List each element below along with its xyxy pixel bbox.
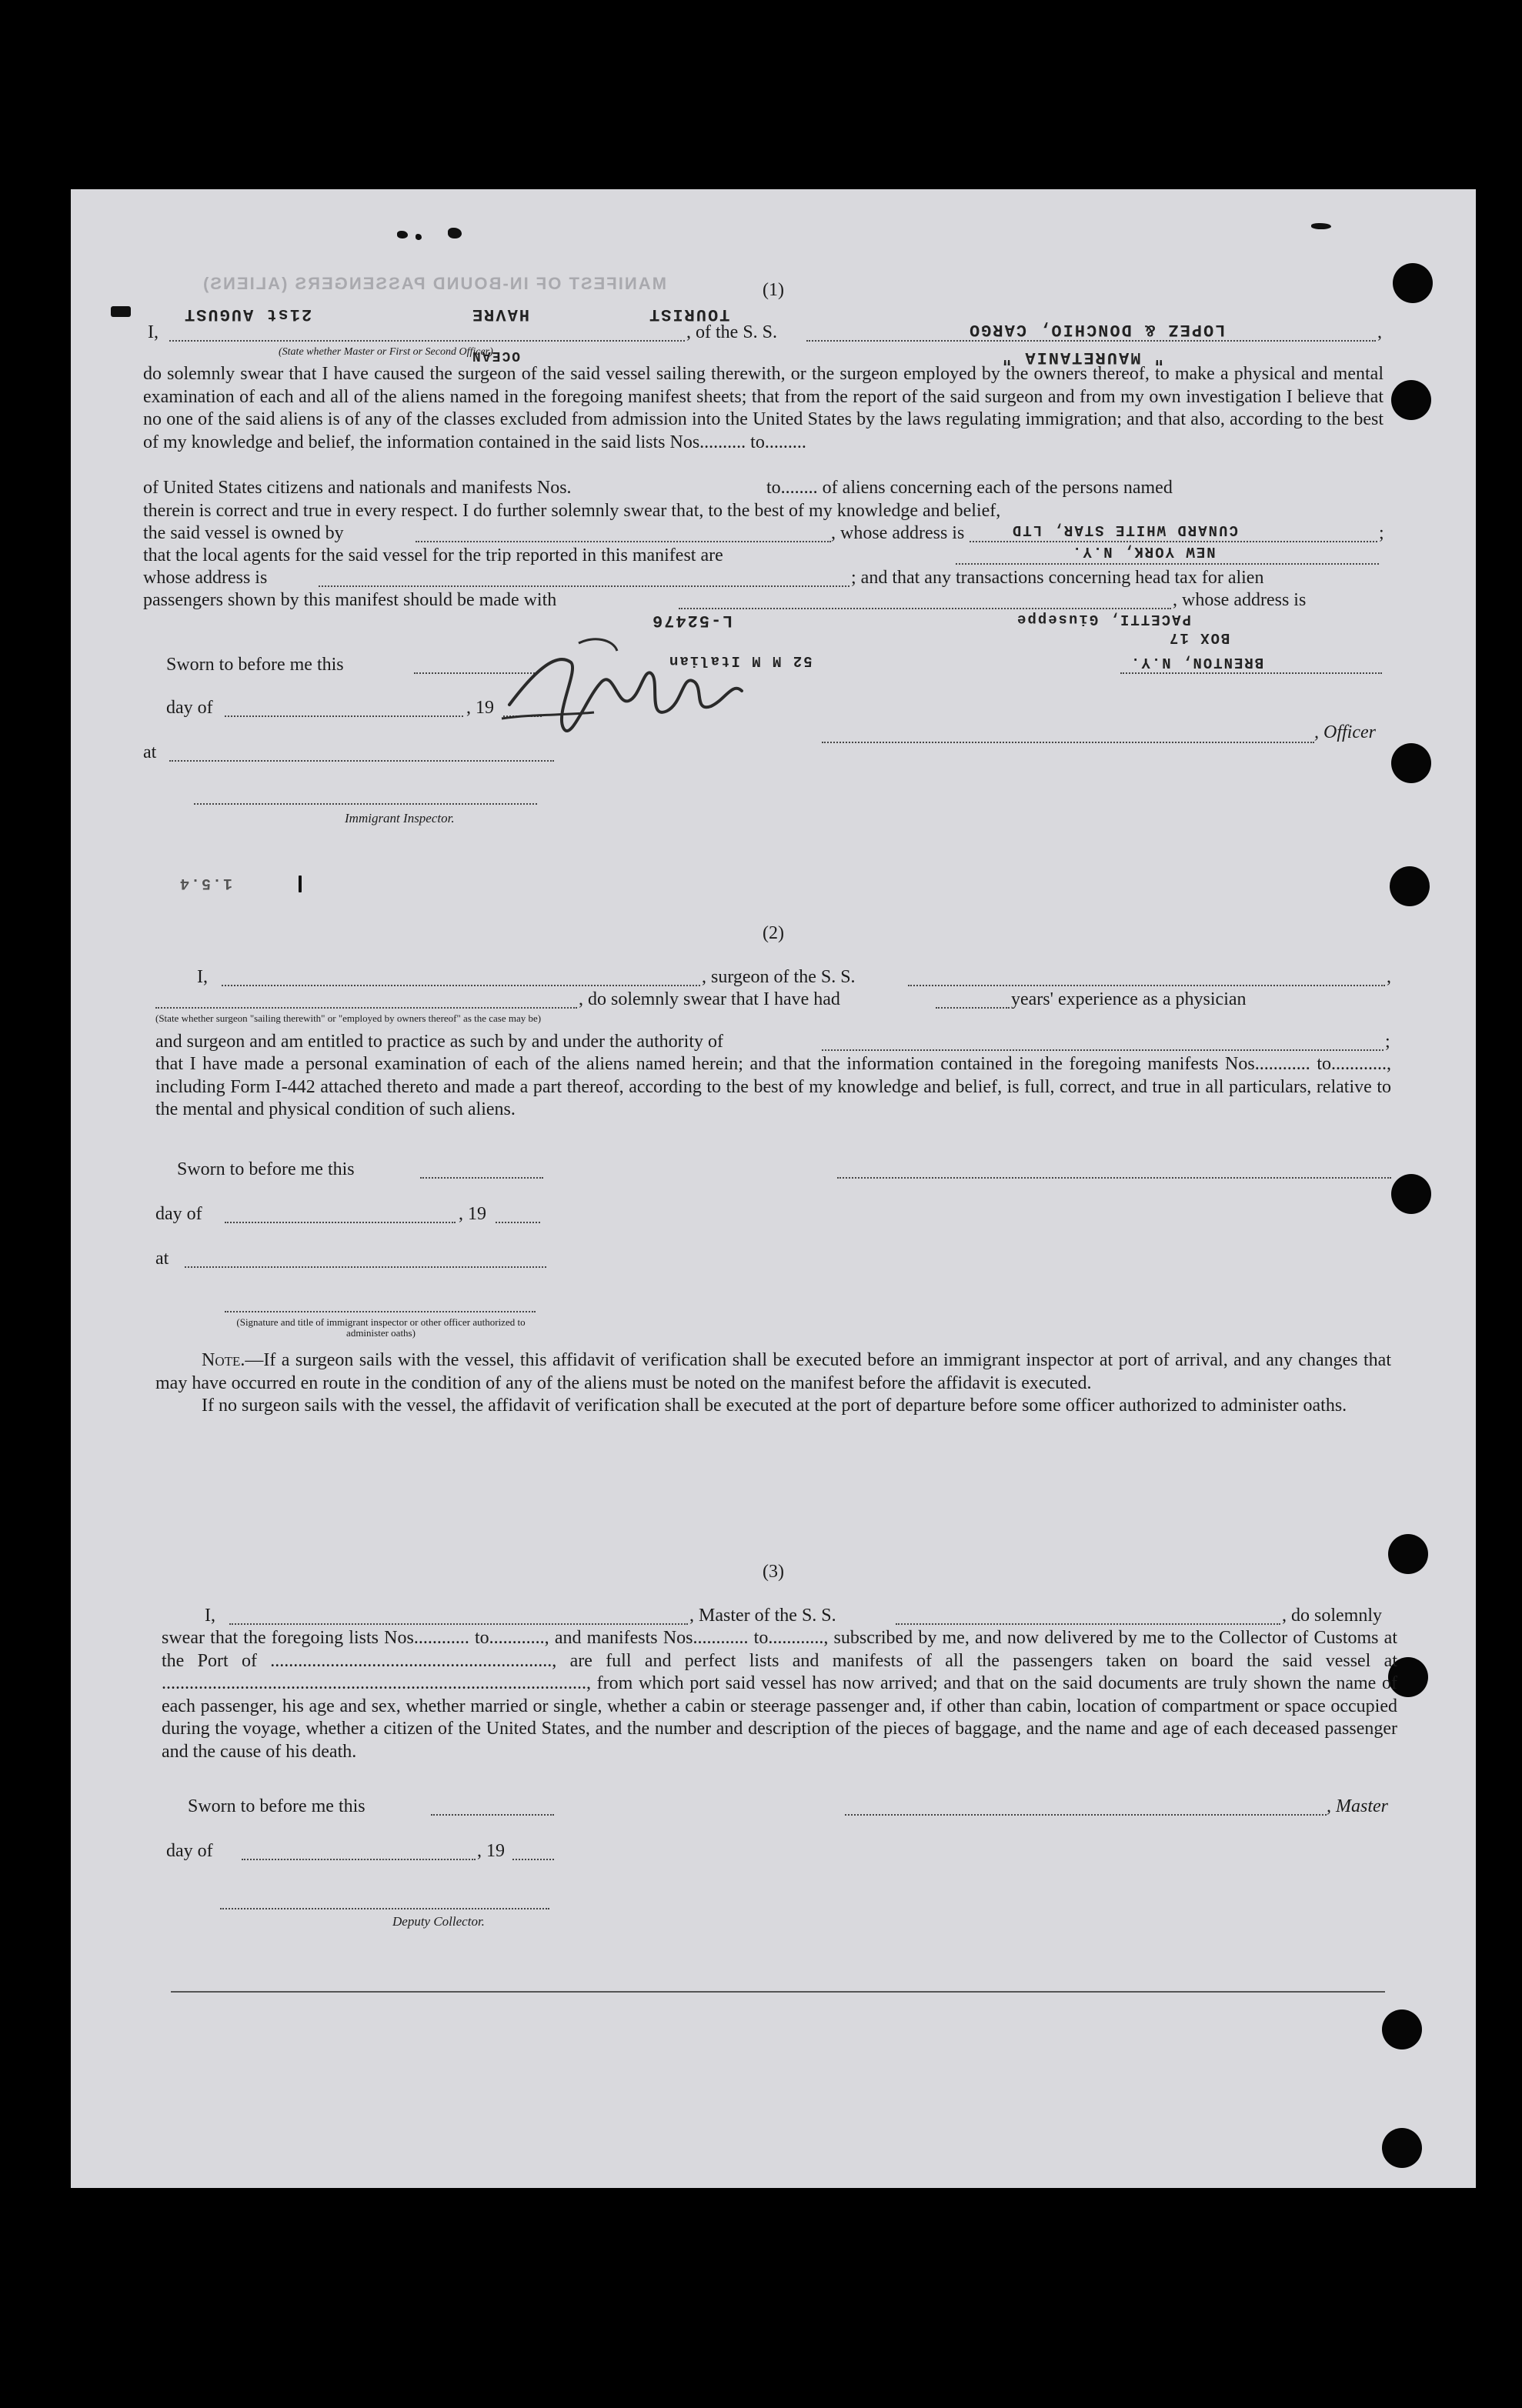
note-block — [155, 1349, 1391, 1418]
year-line-2 — [496, 1222, 540, 1223]
semicolon: ; — [1379, 523, 1384, 543]
section-1-i: I, — [148, 322, 159, 342]
comma: , — [1387, 967, 1391, 987]
section-2-i: I, — [197, 967, 208, 987]
citizens-line-b: to........ of aliens concerning each of the persons named — [766, 478, 1173, 498]
punch-hole — [1391, 743, 1431, 783]
passengers-line — [679, 608, 1171, 609]
port-stamp: HAVRE — [471, 305, 530, 324]
sworn-label-2: Sworn to before me this — [177, 1159, 355, 1179]
master-label: , Master — [1327, 1796, 1388, 1816]
passenger-name-stamp: PACETTI, Giuseppe — [1016, 611, 1191, 628]
master-name-line — [169, 340, 685, 342]
section-2-number: (2) — [763, 923, 784, 943]
owner-line — [416, 541, 831, 542]
owner-stamp: CUNARD WHITE STAR, LTD — [1011, 522, 1238, 539]
bottom-rule — [171, 1991, 1385, 1993]
day-of-label-1: day of — [166, 698, 213, 718]
signature-caption — [223, 1317, 539, 1339]
at-label-2: at — [155, 1249, 169, 1269]
officer-line — [822, 742, 1314, 743]
agent-stamp: NEW YORK, N.Y. — [1071, 543, 1216, 560]
citizens-line-a: of United States citizens and nationals and manifests Nos. — [143, 478, 572, 498]
ship-line-3 — [896, 1623, 1280, 1625]
surgeon-of-ss-label: , surgeon of the S. S. — [702, 967, 856, 987]
do-solemnly-label: , do solemnly — [1282, 1606, 1382, 1626]
details-stamp: 52 M M Italian — [668, 652, 813, 669]
manifest-page — [71, 189, 1476, 2188]
practice-label: and surgeon and am entitled to practice as such by and under the authority of — [155, 1032, 723, 1052]
authority-line — [822, 1049, 1383, 1051]
ink-mark — [111, 306, 131, 317]
surgeon-ship-line — [908, 985, 1385, 986]
years-line — [936, 1007, 1010, 1009]
agent-address-line — [319, 585, 849, 587]
ink-mark — [416, 234, 422, 240]
master-signature-line — [845, 1814, 1327, 1816]
ship-stamp: LOPEZ & DONCHIO, CARGO — [968, 320, 1226, 339]
master-name-line-3 — [229, 1623, 688, 1625]
note-label: Note. — [202, 1350, 245, 1370]
section-2-body-text: that I have made a personal examination of each of the aliens named herein; and that the information contained in the foregoing manifests Nos............ to............, including Form I-442 attached thereto and made a part thereof, according to the best of my knowledge and belief, is full, correct, and true in all particulars, relative to the mental and physical condition of such aliens. — [155, 1054, 1391, 1119]
correct-line: therein is correct and true in every respect. I do further solemnly swear that, to the best of my knowledge and belief, — [143, 501, 1001, 521]
owned-label: the said vessel is owned by — [143, 523, 344, 543]
punch-hole — [1382, 2128, 1422, 2168]
mid-marks-stamp: 1.5.4 — [179, 874, 233, 892]
signature-line-2 — [837, 1177, 1391, 1179]
number-code-stamp: L-52476 — [651, 611, 733, 630]
day-line-1 — [225, 715, 463, 717]
punch-hole — [1382, 2009, 1422, 2049]
transactions-label: ; and that any transactions concerning head tax for alien — [851, 568, 1264, 588]
punch-hole — [1391, 1174, 1431, 1214]
handwritten-signature — [486, 620, 794, 751]
note-paragraph-2: If no surgeon sails with the vessel, the affidavit of verification shall be executed at the port of departure before some officer authorized to administer oaths. — [202, 1396, 1347, 1416]
ink-mark — [448, 228, 462, 238]
sworn-label-1: Sworn to before me this — [166, 655, 344, 675]
city-stamp: BRENTON, N.Y. — [1130, 654, 1264, 671]
officer-label: , Officer — [1314, 722, 1376, 742]
section-3-body-text: swear that the foregoing lists Nos............ to............, and manifests Nos............ to............, subscribed by me, and now delivered by me to the Collector of Customs at the Port of ............................................................., are full and perfect lists and manifests of all the passengers taken on board the said vessel at ............................................................................................, from which port said vessel has now arrived; and that on the said documents are truly shown the name of each passenger, his age and sex, whether married or single, whether a cabin or steerage passenger and, if other than cabin, location of compartment or space occupied during the voyage, whether a citizen of the United States, and the number and description of the pieces of baggage, and the name and age of each deceased passenger and the cause of his death. — [162, 1628, 1397, 1762]
box-stamp: BOX 17 — [1168, 629, 1230, 646]
city-line — [1120, 672, 1382, 674]
sworn-line-3 — [431, 1814, 554, 1816]
class-stamp: TOURIST — [648, 305, 730, 324]
surgeon-name-line — [222, 985, 700, 986]
section-3-i: I, — [205, 1606, 215, 1626]
ship-name-line — [806, 340, 1376, 342]
agent-address-label: whose address is — [143, 568, 268, 588]
at-line-1 — [169, 760, 554, 762]
section-1-of-ss: , of the S. S. — [686, 322, 778, 342]
comma: , — [1377, 322, 1382, 342]
owner-address-label: , whose address is — [831, 523, 965, 543]
inspector-signature-line — [225, 1311, 536, 1312]
immigrant-inspector-label: Immigrant Inspector. — [345, 811, 455, 825]
punch-hole — [1390, 866, 1430, 906]
note-paragraph — [155, 1349, 1391, 1395]
passengers-address-label: , whose address is — [1173, 590, 1307, 610]
ink-mark — [397, 231, 408, 238]
section-1-body — [143, 363, 1383, 454]
section-2-body — [155, 1053, 1391, 1122]
punch-hole — [1391, 380, 1431, 420]
at-line-2 — [185, 1266, 546, 1268]
day-line-3 — [242, 1859, 476, 1860]
surgeon-caption: (State whether surgeon "sailing therewith" or "employed by owners thereof" as the case may be) — [155, 1012, 542, 1024]
agents-label: that the local agents for the said vessel for the trip reported in this manifest are — [143, 545, 723, 565]
owner-address-line — [970, 541, 1377, 542]
sworn-label-3: Sworn to before me this — [188, 1796, 365, 1816]
sworn-line-2 — [420, 1177, 543, 1179]
date-stamp: 21st AUGUST — [183, 305, 312, 324]
surgeon-status-line — [155, 1007, 577, 1009]
ink-mark — [299, 875, 302, 892]
section-3-number: (3) — [763, 1562, 784, 1582]
master-of-ss-label: , Master of the S. S. — [689, 1606, 836, 1626]
year-label-3: , 19 — [477, 1841, 505, 1861]
section-1-number: (1) — [763, 280, 784, 300]
agents-line — [956, 563, 1379, 565]
year-label-1: , 19 — [466, 698, 494, 718]
deputy-collector-line — [220, 1908, 549, 1909]
ink-mark — [1311, 223, 1331, 229]
day-line-2 — [225, 1222, 456, 1223]
section-3-body — [162, 1627, 1397, 1763]
section-1-body-text: do solemnly swear that I have caused the surgeon of the said vessel sailing therewith, or the surgeon employed by the owners thereof, to make a physical and mental examination of each and all of the aliens named in the foregoing manifest sheets; that from the report of the said surgeon and from my own investigation I believe that no one of the said aliens is of any of the classes excluded from admission into the United States by the laws regulating immigration; and that also, according to the best of my knowledge and belief, the information contained in the said lists Nos.......... to......... — [143, 364, 1383, 452]
ocean-tag-stamp: OCEAN — [471, 348, 521, 363]
passengers-label: passengers shown by this manifest should be made with — [143, 590, 557, 610]
note-text: —If a surgeon sails with the vessel, this affidavit of verification shall be executed before an immigrant inspector at port of arrival, and any changes that may have occurred en route in the condition of any of the aliens must be noted on the manifest before the affidavit is executed. — [155, 1350, 1391, 1393]
deputy-collector-label: Deputy Collector. — [392, 1914, 485, 1929]
inspector-line — [194, 803, 537, 805]
ghost-header-text: MANIFEST OF IN-BOUND PASSENGERS (ALIENS) — [202, 274, 666, 293]
years-experience-label: years' experience as a physician — [1011, 989, 1247, 1009]
at-label-1: at — [143, 742, 157, 762]
signature-caption-text: (Signature and title of immigrant inspector or other officer authorized to administer oaths) — [236, 1316, 526, 1339]
day-of-label-3: day of — [166, 1841, 213, 1861]
day-of-label-2: day of — [155, 1204, 202, 1224]
vessel-name-stamp: " MAURETANIA " — [1000, 348, 1164, 367]
solemnly-swear-label: , do solemnly swear that I have had — [579, 989, 840, 1009]
semicolon: ; — [1385, 1032, 1390, 1052]
master-caption: (State whether Master or First or Second Officer) — [279, 346, 493, 358]
year-label-2: , 19 — [459, 1204, 486, 1224]
year-line-3 — [512, 1859, 554, 1860]
